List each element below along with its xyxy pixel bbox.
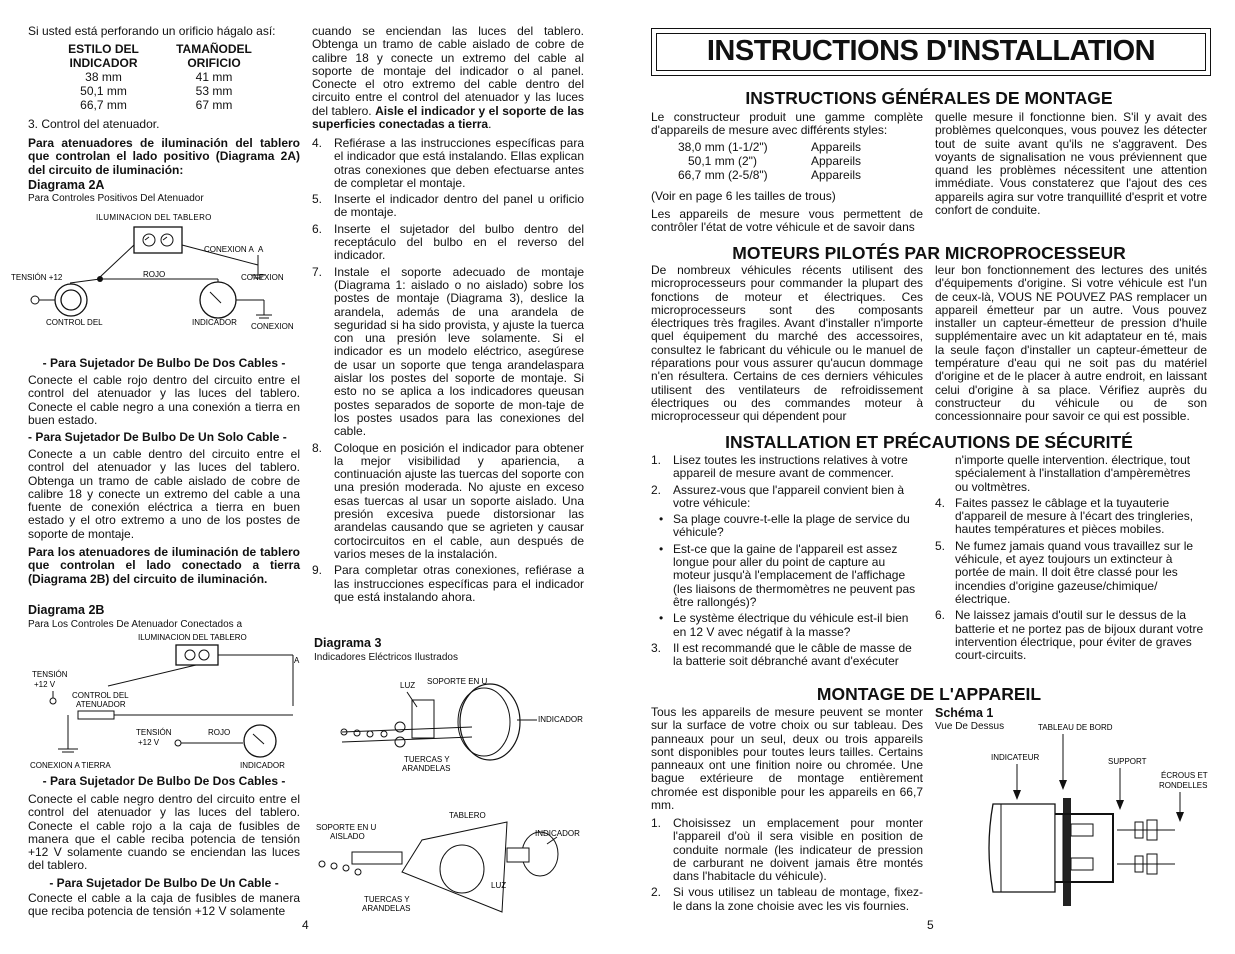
- diagram-label: ÉCROUS ET: [1161, 771, 1208, 780]
- diagram-label: CONTROL DEL: [72, 691, 129, 700]
- table-cell: 41 mm: [195, 70, 233, 84]
- diagram-label: AISLADO: [330, 832, 365, 841]
- item-number: 2.: [651, 885, 662, 900]
- continued-text-body: cuando se enciendan las luces del tablero. Obtenga un tramo de cable aislado de cobre de calibre 18 y conecte un extremo del cable al soporte de montaje del indicador o al panel. Conecte el otro extremo del cable dentro del circuito entre el control del atenuador y las luces del tablero.: [312, 24, 584, 118]
- list-item: [312, 137, 584, 190]
- title-box: [651, 28, 1211, 76]
- diagram-label: SUPPORT: [1108, 757, 1147, 766]
- diagram-2b: [28, 631, 308, 773]
- diagram-label: CONEXION A TIERRA: [30, 761, 111, 770]
- table-cell: Appareils: [811, 140, 862, 154]
- item-number: 6.: [312, 221, 323, 236]
- hole-size-table: [52, 42, 273, 112]
- diagram-label: SOPORTE EN U: [427, 677, 488, 686]
- table-cell: 66,7 mm (2-5/8"): [678, 168, 768, 182]
- item-text: Le système électrique du véhicule est-il bien en 12 V avec négatif à la masse?: [673, 611, 909, 639]
- list-item: [651, 454, 923, 481]
- diagram-2b-title: Diagrama 2B: [28, 603, 105, 617]
- diagram-label: ROJO: [208, 728, 231, 737]
- table-cell: Appareils: [811, 168, 862, 182]
- item-number: 7.: [312, 264, 323, 279]
- list-item: [651, 543, 923, 609]
- table-cell: 50,1 mm: [80, 84, 127, 98]
- page-number: 5: [927, 918, 934, 932]
- diagram-label: ATENUADOR: [76, 700, 126, 709]
- diagram-2b-subtitle: Para Los Controles De Atenuador Conectados a: [28, 619, 243, 630]
- table-cell: 66,7 mm: [80, 98, 127, 112]
- diagram-label: CONTROL DEL: [46, 318, 103, 327]
- diagram-label: LUZ: [400, 681, 416, 690]
- diagram-label: TABLERO: [449, 811, 486, 820]
- item-number: 5.: [935, 538, 946, 553]
- schema-title: Schéma 1: [935, 706, 994, 720]
- item-number: 3.: [651, 640, 662, 655]
- safety-continued: n'importe quelle intervention. électrique, tout spécialement à l'installation d'ampèremètres ou voltmètres.: [955, 453, 1191, 494]
- single-wire-heading: - Para Sujetador De Bulbo De Un Solo Cable -: [28, 430, 287, 444]
- two-wire-heading-2: - Para Sujetador De Bulbo De Dos Cables -: [42, 774, 286, 788]
- table-cell: 38,0 mm (1-1/2"): [678, 140, 768, 154]
- list-item: [651, 513, 923, 540]
- item-text: Coloque en posición el indicador para obtener la mejor visibilidad y apariencia, a continuación ajuste las tuercas del soporte con una presión moderada. No ajuste en exceso esas tuercas al usar un soporte aislado. Una presión excesiva puede distorsionar las arandelas causando que se agrieten y causar cortocircuitos en el cable, aun después de varios meses de la instalación.: [334, 440, 584, 561]
- heading-montage: MONTAGE DE L'APPAREIL: [816, 684, 1042, 704]
- table-cell: 67 mm: [195, 98, 233, 112]
- step-3: 3. Control del atenuador.: [28, 117, 160, 131]
- diagram-label: CONEXION A: [204, 245, 254, 254]
- list-item: [935, 609, 1207, 662]
- para-2a: Para atenuadores de iluminación del tablero que controlan el lado positivo (Diagrama 2A) del circuito de iluminación:: [28, 136, 300, 177]
- schema-1: [935, 718, 1215, 918]
- item-text: Ne laissez jamais d'outil sur le dessus de la batterie et ne portez pas de bijoux durant votre intervention électrique, pour éviter de graves court-circuits.: [955, 608, 1204, 663]
- item-text: Si vous utilisez un tableau de montage, fixez-le dans la zone choisie avec les vis fournies.: [673, 885, 923, 913]
- diagram-label: TENSIÓN: [32, 670, 68, 679]
- continued-text-bold: Aisle el indicador y el soporte de las superficies conectadas a tierra: [312, 103, 585, 132]
- diagram-label: LUZ: [491, 881, 507, 890]
- list-item: [312, 266, 584, 439]
- two-wire-heading: - Para Sujetador De Bulbo De Dos Cables -: [42, 356, 286, 370]
- list-item: [312, 442, 584, 562]
- item-text: Il est recommandé que le câble de masse de la batterie soit débranché avant d'exécuter: [673, 640, 912, 669]
- diagram-label: ARANDELAS: [402, 764, 451, 773]
- safety-list-right: [935, 454, 1207, 662]
- item-bullet: •: [659, 611, 664, 626]
- diagram-label: SOPORTE EN U: [316, 823, 377, 832]
- diagram-label: TENSIÓN +12: [11, 273, 63, 282]
- item-text: Est-ce que la gaine de l'appareil est assez longue pour aller du point de capture au moteur jusqu'à l'emplacement de l'affichage (les liaisons de thermomètres ne peuvent pas être rallongés)?: [673, 541, 916, 609]
- schema-subtitle: Vue De Dessus: [935, 721, 1005, 732]
- item-number: 4.: [312, 136, 323, 150]
- table-cell: Appareils: [811, 154, 862, 168]
- item-number: 8.: [312, 440, 323, 455]
- item-text: Inserte el sujetador del bulbo dentro del receptáculo del bulbo en el reverso del indicador.: [334, 221, 584, 263]
- list-item: [651, 817, 923, 883]
- item-text: Ne fumez jamais quand vous travaillez sur le véhicule, et ayez toujours un extincteur à portée de main. Il doit être classé pour les incendies d'origine gazeuse/chimique/ électrique.: [955, 538, 1194, 606]
- montage-text: Tous les appareils de mesure peuvent se monter sur la surface de votre choix ou sur tableau. Des panneaux pour un seul, deux ou trois appareils sont disponibles pour toutes leurs tailles. Certains panneaux ont une finition noire ou chromée. Une bague extérieure de montage entièrement chromée est disponible pour les appareils en 66,7 mm.: [651, 705, 923, 813]
- safety-list-left: [651, 454, 923, 668]
- continued-text: cuando se enciendan las luces del tablero. Obtenga un tramo de cable aislado de cobre de calibre 18 y conecte un extremo del cable al soporte de montaje del indicador o al panel. Conecte el otro extremo del cable dentro del circuito entre el control del atenuador y las luces del tablero. Aisle el indicador y el soporte de las superficies conectadas a tierra.: [312, 24, 585, 132]
- one-wire-heading: - Para Sujetador De Bulbo De Un Cable -: [49, 876, 279, 890]
- title-inner: [656, 33, 1206, 71]
- item-number: 4.: [935, 495, 946, 510]
- diagram-label: TUERCAS Y: [364, 895, 410, 904]
- size-table: [674, 140, 865, 182]
- one-wire-text: Conecte el cable a la caja de fusibles de manera que reciba potencia de tensión +12 V solamente: [28, 891, 300, 919]
- diagram-label: TUERCAS Y: [404, 755, 450, 764]
- page-title: INSTRUCTIONS D'INSTALLATION: [706, 35, 1156, 68]
- general-text-3: quelle mesure il fonctionne bien. S'il y avait des problèmes quelconques, vous pouvez les détecter tout de suite avant qu'ils ne s'aggravent. Des voyants de signalisation ne vous préviennent que quand les problèmes nécessitent une attention immédiate. Vous constaterez que l'ajout des ces appareils agira sur votre tranquillité d'esprit et votre confort de conduite.: [935, 110, 1207, 218]
- steps-list: [312, 137, 584, 604]
- item-text: Para completar otras conexiones, refiérase a las instrucciones específicas para el indicador que está instalando ahora.: [334, 563, 584, 604]
- diagram-3: [312, 672, 592, 920]
- heading-general: INSTRUCTIONS GÉNÉRALES DE MONTAGE: [745, 88, 1113, 108]
- list-item: [651, 484, 923, 511]
- diagram-label: +12 V: [34, 680, 56, 689]
- two-wire-text-2: Conecte el cable negro dentro del circuito entre el control del atenuador y las luces del tablero. Conecte el cable rojo a la caja de fusibles de manera que el cable reciba potencia de tensión +12 V solamente cuando se enciendan las luces del tablero.: [28, 792, 300, 873]
- moteurs-text-2: leur bon fonctionnement des lectures des unités d'équipements d'origine. Si votre véhicule est l'un de ceux-là, VOUS NE POUVEZ PAS remplacer un appareil émetteur par un autre. Vous pouvez installer un capteur-émetteur de pression d'huile supplémentaire avec un kit adaptateur en té, mais la seule façon d'installer un capteur-émetteur de température d'eau qui ne soit pas du matériel d'origine et de le placer à autre endroit, en laissant celui d'origine à sa place. Vérifiez auprès du constructeur du véhicule ou de son concessionnaire pour savoir ce qui est possible.: [935, 263, 1207, 424]
- heading-securite: INSTALLATION ET PRÉCAUTIONS DE SÉCURITÉ: [725, 432, 1133, 452]
- general-note: (Voir en page 6 les tailles de trous): [651, 189, 836, 203]
- item-number: 2.: [651, 482, 662, 497]
- diagram-label: ILUMINACION DEL TABLERO: [96, 213, 212, 222]
- table-header: TAMAÑODEL ORIFICIO: [176, 42, 252, 70]
- diagram-label: A: [294, 656, 300, 665]
- diagram-2a: [8, 207, 308, 337]
- list-item: [651, 642, 923, 669]
- list-item: [312, 193, 584, 220]
- general-text-2: Les appareils de mesure vous permettent de contrôler l'état de votre véhicule et de savoir dans: [651, 207, 923, 235]
- diagram-label: INDICADOR: [538, 715, 583, 724]
- diagram-2a-subtitle: Para Controles Positivos Del Atenuador: [28, 193, 204, 204]
- item-text: Inserte el indicador dentro del panel u orificio de montaje.: [334, 192, 584, 220]
- table-header: ESTILO DEL INDICADOR: [68, 42, 139, 70]
- list-item: [935, 497, 1207, 537]
- single-wire-text: Conecte a un cable dentro del circuito entre el control del atenuador y las luces del tablero. Obtenga un tramo de cable aislado de cobre de calibre 18 y conecte un extremo del cable a una fuente de conexión eléctrica a tierra en buen estado y el otro extremo a uno de los postes de soporte de montaje.: [28, 447, 300, 541]
- page-number: 4: [302, 918, 309, 932]
- table-cell: 38 mm: [85, 70, 122, 84]
- montage-list: [651, 817, 923, 913]
- diagram-label: CONEXION: [251, 322, 294, 331]
- diagram-3-subtitle: Indicadores Eléctricos Ilustrados: [314, 652, 458, 663]
- heading-moteurs: MOTEURS PILOTÉS PAR MICROPROCESSEUR: [732, 243, 1126, 263]
- para-2b: Para los atenuadores de iluminación de tablero que controlan el lado conectado a tierra (Diagrama 2B) del circuito de iluminación.: [28, 545, 300, 586]
- list-item: [651, 886, 923, 913]
- item-text: Sa plage couvre-t-elle la plage de service du véhicule?: [673, 512, 910, 540]
- item-text: Choisissez un emplacement pour monter l'appareil d'où il sera visible en position de conduite normale (les indicateur de pression de carburant ne doivent jamais être montés dans l'habitacle du véhicule).: [673, 816, 923, 884]
- item-bullet: •: [659, 512, 664, 527]
- diagram-label: ILUMINACION DEL TABLERO: [138, 633, 247, 642]
- list-item: [312, 564, 584, 604]
- item-text: Lisez toutes les instructions relatives à votre appareil de mesure avant de commencer.: [673, 453, 908, 481]
- diagram-label: INDICADOR: [240, 761, 285, 770]
- two-wire-text: Conecte el cable rojo dentro del circuito entre el control del atenuador y las luces del tablero. Conecte el cable negro a una conexión a tierra en buen estado.: [28, 373, 300, 427]
- table-cell: 53 mm: [195, 84, 233, 98]
- diagram-label: TENSIÓN: [136, 728, 172, 737]
- intro-text: Si usted está perforando un orificio hágalo así:: [28, 24, 276, 38]
- list-item: [651, 612, 923, 639]
- general-text-1: Le constructeur produit une gamme complète d'appareils de mesure avec différents styles:: [651, 110, 923, 138]
- diagram-label: RONDELLES: [1159, 781, 1208, 790]
- diagram-label: +12 V: [138, 738, 160, 747]
- item-number: 1.: [651, 453, 662, 467]
- item-text: Refiérase a las instrucciones específicas para el indicador que está instalando. Ellas explican otras conexiones que deben efectuarse antes de completar el montaje.: [334, 136, 584, 190]
- diagram-label: CONEXION: [241, 273, 284, 282]
- diagram-label: INDICATEUR: [991, 753, 1040, 762]
- item-number: 5.: [312, 192, 323, 207]
- item-text: Instale el soporte adecuado de montaje (Diagrama 1: aislado o no aislado) sobre los postes de montaje (Diagrama 3), deslice la arandela, además de una arandela de seguridad si ha sido provista, y ajuste la tuerca con una presión leve solamente. Si el indicador es un modelo eléctrico, asegúrese de usar un soporte que tenga arandelaspara aislar los postes del soporte de montaje. Si esto no se aplica a los indicadores queusan postes separados de soporte de mon-taje de los postes usados para las conexiones del cable.: [334, 264, 584, 439]
- list-item: [312, 223, 584, 263]
- table-cell: 50,1 mm (2"): [688, 154, 757, 168]
- item-number: 9.: [312, 563, 323, 578]
- moteurs-text-1: De nombreux véhicules récents utilisent des microprocesseurs pour commander la plupart des fonctions de moteur et électriques. Ces microprocesseurs sont des composants électriques très fragiles. Avant d'installer n'importe quel équipement du marché des accessoires, consultez le fabricant du véhicule ou le manuel de réparations pour vous assurer qu'aucun dommage n'en résultera. Certains de ces derniers véhicules utilisent des ventilateurs de refroidissement électriques ou des commandes moteur à microprocesseur qui dépendent pour: [651, 263, 923, 424]
- item-number: 6.: [935, 608, 946, 623]
- diagram-2a-title: Diagrama 2A: [28, 178, 105, 192]
- diagram-label: INDICADOR: [192, 318, 237, 327]
- item-number: 1.: [651, 816, 662, 830]
- diagram-3-title: Diagrama 3: [314, 636, 382, 650]
- item-text: Faites passez le câblage et la tuyauterie d'appareil de mesure à l'écart des tringleries, hautes températures et pièces mobiles.: [955, 495, 1194, 537]
- diagram-label: INDICADOR: [535, 829, 580, 838]
- item-text: Assurez-vous que l'appareil convient bien à votre véhicule:: [673, 482, 905, 510]
- svg-text:A: A: [258, 245, 264, 254]
- diagram-label: TABLEAU DE BORD: [1038, 723, 1113, 732]
- item-bullet: •: [659, 541, 664, 556]
- diagram-label: ROJO: [143, 270, 166, 279]
- list-item: [935, 540, 1207, 606]
- diagram-label: ARANDELAS: [362, 904, 411, 913]
